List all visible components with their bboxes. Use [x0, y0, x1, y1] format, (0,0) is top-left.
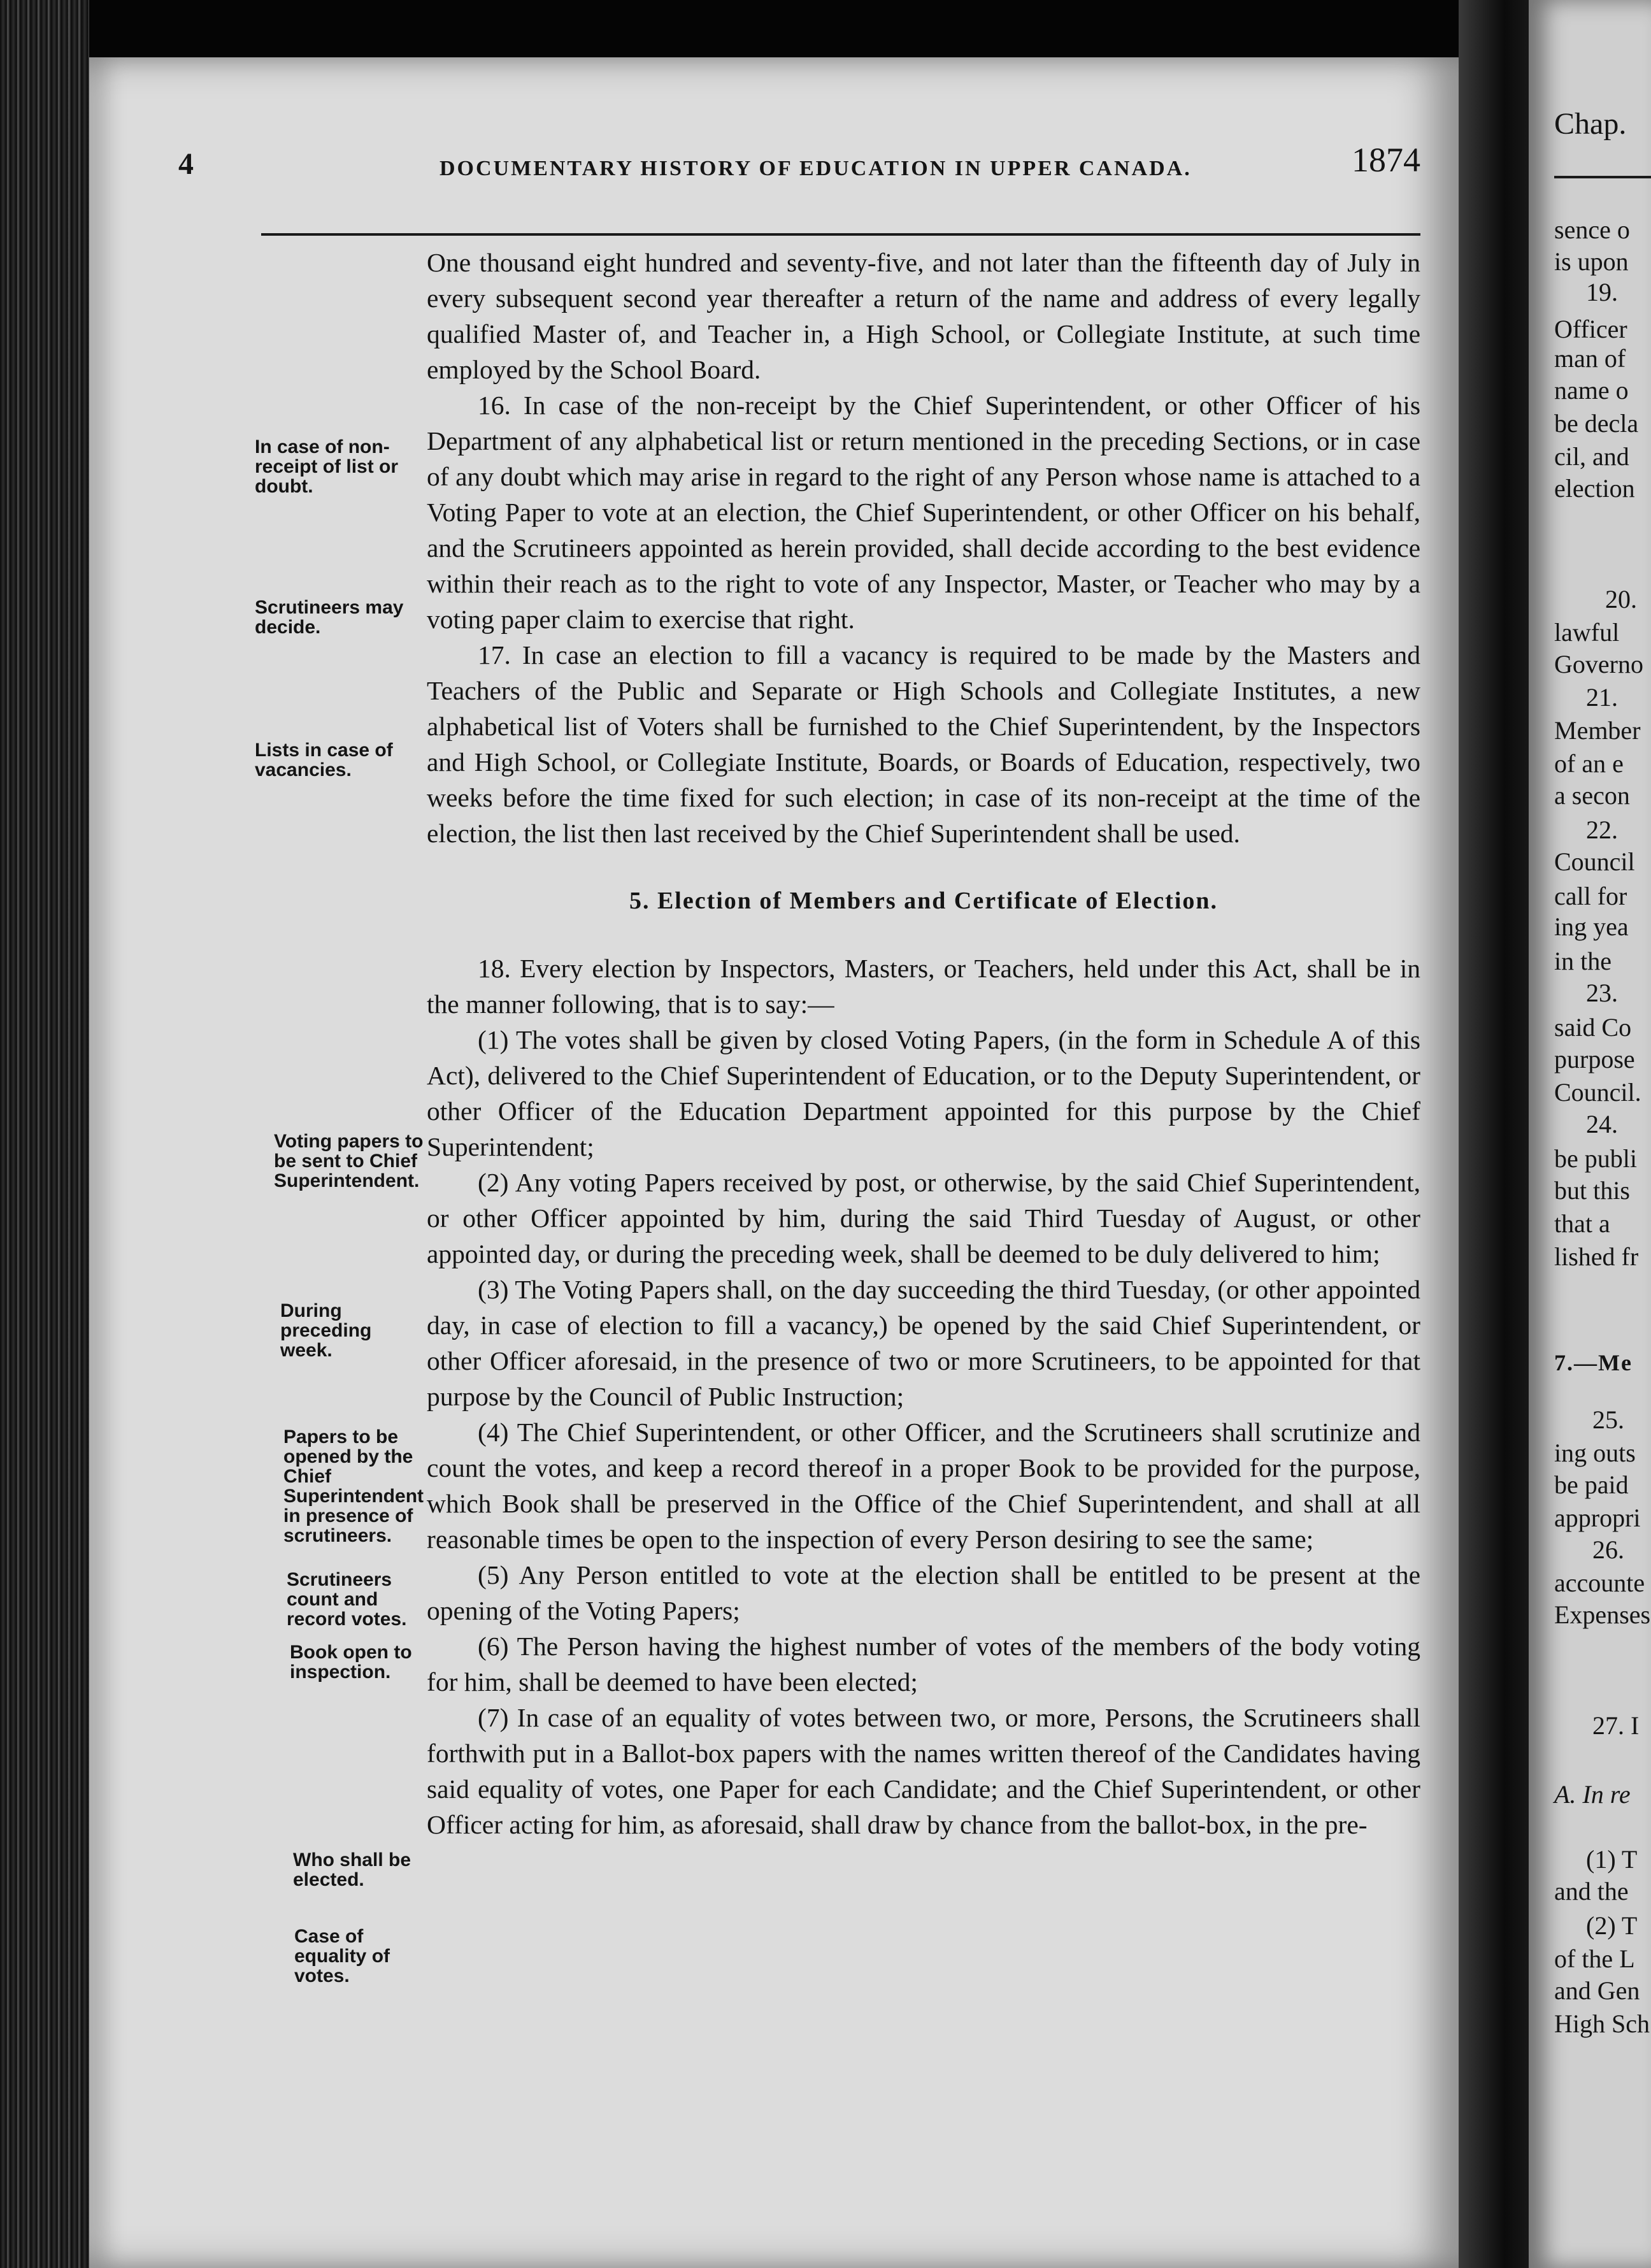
- margin-note: During preceding week.: [280, 1300, 372, 1361]
- next-page-line: sence o: [1554, 215, 1630, 244]
- next-page-line: ing yea: [1554, 912, 1629, 941]
- next-page-line: and Gen: [1554, 1976, 1640, 2005]
- next-page-line: man of: [1554, 344, 1626, 373]
- body-text: [427, 245, 1420, 1842]
- margin-note: In case of non-receipt of list or doubt.: [255, 436, 399, 497]
- page-number: 4: [178, 147, 194, 181]
- next-page-line: 19.: [1586, 278, 1618, 306]
- next-page-line: 21.: [1586, 683, 1618, 712]
- next-page-line: Expenses: [1554, 1600, 1651, 1629]
- margin-note: Scrutineers may decide.: [255, 597, 404, 638]
- next-page-line: but this: [1554, 1176, 1630, 1205]
- next-page-line: Officer: [1554, 315, 1627, 343]
- scan-left-edge: [0, 0, 89, 2268]
- section-title: 5. Election of Members and Certificate of Election.: [629, 887, 1219, 914]
- margin-note: Voting papers to be sent to Chief Superintendent.: [274, 1131, 424, 1191]
- next-page-line: 7.—Me: [1554, 1350, 1633, 1375]
- header-rule: [261, 233, 1420, 236]
- paragraph-18: 18. Every election by Inspectors, Masters, or Teachers, held under this Act, shall be in the manner following, that is to say:—: [427, 954, 1420, 1019]
- next-page-line: be decla: [1554, 409, 1639, 438]
- next-page-line: Governo: [1554, 650, 1643, 678]
- header-year: 1874: [1352, 141, 1420, 179]
- margin-note: Case of equality of votes.: [294, 1926, 390, 1986]
- next-page-line: 23.: [1586, 979, 1618, 1007]
- margin-note: Scrutineers count and record votes.: [287, 1569, 407, 1630]
- next-page-line: be publi: [1554, 1144, 1637, 1173]
- clause-18-1: (1) The votes shall be given by closed Voting Papers, (in the form in Schedule A of this Act), delivered to the Chief Superintendent of Education, or to the Deputy Superintendent, or other Officer of the Education Department appointed for this purpose by the Chief Superintendent;: [427, 1025, 1420, 1161]
- next-page-line: lawful: [1554, 618, 1620, 647]
- next-page-line: of an e: [1554, 749, 1624, 778]
- next-page-line: accounte: [1554, 1568, 1645, 1597]
- clause-18-3: (3) The Voting Papers shall, on the day succeeding the third Tuesday, (or other appointed day, in case of election to fill a vacancy,) be opened by the said Chief Superintendent, or other Officer aforesaid, in the presence of two or more Scrutineers, to be appointed for that purpose by the Council of Public Instruction;: [427, 1275, 1420, 1411]
- next-page-line: ing outs: [1554, 1439, 1636, 1467]
- next-page-line: election: [1554, 474, 1635, 503]
- next-page-line: (2) T: [1586, 1911, 1638, 1940]
- next-page-fragment: [1529, 0, 1651, 2268]
- next-page-line: High Sch: [1554, 2009, 1650, 2038]
- paragraph-17: 17. In case an election to fill a vacancy is required to be made by the Masters and Teachers of the Public and Separate or High Schools and Collegiate Institutes, a new alphabetical list of Voters shall be furnished to the Chief Superintendent, by the Inspectors and High School, or Collegiate Institute, Boards, or Boards of Education, respectively, two weeks before the time fixed for such election; in case of its non-receipt at the time of the election, the list then last received by the Chief Superintendent shall be used.: [427, 640, 1420, 848]
- next-page-line: a secon: [1554, 781, 1630, 810]
- paragraph: One thousand eight hundred and seventy-five, and not later than the fifteenth day of July in every subsequent second year thereafter a return of the name and address of every legally qualified Master of, and Teacher in, a High School, or Collegiate Institute, at such time employed by the School Board.: [427, 248, 1420, 384]
- next-page-line: Member: [1554, 716, 1641, 745]
- clause-18-5: (5) Any Person entitled to vote at the election shall be entitled to be present at the opening of the Voting Papers;: [427, 1560, 1420, 1625]
- paragraph-16: 16. In case of the non-receipt by the Chief Superintendent, or other Officer of his Department of any alphabetical list or return mentioned in the preceding Sections, or in case of any doubt which may arise in regard to the right of any Person whose name is attached to a Voting Paper to vote at an election, the Chief Superintendent, or other Officer on his behalf, and the Scrutineers appointed as herein provided, shall decide according to the best evidence within their reach as to the right to vote of any Inspector, Master, or Teacher who may by a voting paper claim to exercise that right.: [427, 391, 1420, 634]
- next-page-line: 27. I: [1592, 1711, 1640, 1740]
- next-page-line: be paid: [1554, 1470, 1629, 1499]
- next-page-line: in the: [1554, 947, 1612, 975]
- clause-18-7: (7) In case of an equality of votes between two, or more, Persons, the Scrutineers shall forthwith put in a Ballot-box papers with the names written thereof of the Candidates having said equality of votes, one Paper for each Candidate; and the Chief Superintendent, or other Officer acting for him, as aforesaid, shall draw by chance from the ballot-box, in the pre-: [427, 1703, 1420, 1839]
- next-page-line: is upon: [1554, 247, 1629, 276]
- next-page-line: and the: [1554, 1877, 1629, 1906]
- next-page-line: appropri: [1554, 1504, 1641, 1532]
- next-page-rule: [1554, 176, 1651, 178]
- next-page-line: A. In re: [1554, 1780, 1631, 1809]
- next-page-line: that a: [1554, 1209, 1610, 1238]
- next-page-line: name o: [1554, 376, 1629, 405]
- next-page-line: Council.: [1554, 1078, 1641, 1107]
- page-header: [178, 127, 1427, 191]
- clause-18-4: (4) The Chief Superintendent, or other Officer, and the Scrutineers shall scrutinize and count the votes, and keep a record thereof in a proper Book to be provided for the purpose, which Book shall be preserved in the Office of the Chief Superintendent, and shall at all reasonable times be open to the inspection of every Person desiring to see the same;: [427, 1418, 1420, 1554]
- clause-18-2: (2) Any voting Papers received by post, or otherwise, by the said Chief Superintendent, or other Officer appointed by him, during the said Third Tuesday of August, or other appointed day, or during the preceding week, shall be deemed to be duly delivered to him;: [427, 1168, 1420, 1268]
- next-page-line: of the L: [1554, 1944, 1635, 1973]
- margin-note: Papers to be opened by the Chief Superintendent in presence of scrutineers.: [283, 1426, 424, 1546]
- next-page-line: lished fr: [1554, 1242, 1639, 1271]
- next-page-line: (1) T: [1586, 1845, 1638, 1874]
- next-page-line: said Co: [1554, 1013, 1632, 1042]
- margin-note: Who shall be elected.: [293, 1849, 411, 1890]
- next-page-line: 26.: [1592, 1535, 1624, 1564]
- next-page-line: Council: [1554, 847, 1635, 876]
- next-page-line: call for: [1554, 882, 1627, 910]
- next-page-line: 22.: [1586, 815, 1618, 844]
- clause-18-6: (6) The Person having the highest number of votes of the members of the body voting for him, shall be deemed to have been elected;: [427, 1632, 1420, 1697]
- next-page-line: purpose: [1554, 1045, 1635, 1073]
- next-page-line: 20.: [1605, 585, 1637, 614]
- next-page-line: 25.: [1592, 1405, 1624, 1434]
- next-page-line: 24.: [1586, 1110, 1618, 1138]
- book-spine: [1459, 0, 1535, 2268]
- margin-note: Lists in case of vacancies.: [255, 740, 393, 780]
- next-page-header: Chap.: [1554, 107, 1627, 141]
- running-head: DOCUMENTARY HISTORY OF EDUCATION IN UPPER CANADA.: [440, 157, 1192, 180]
- margin-note: Book open to inspection.: [290, 1642, 412, 1683]
- next-page-line: cil, and: [1554, 442, 1629, 471]
